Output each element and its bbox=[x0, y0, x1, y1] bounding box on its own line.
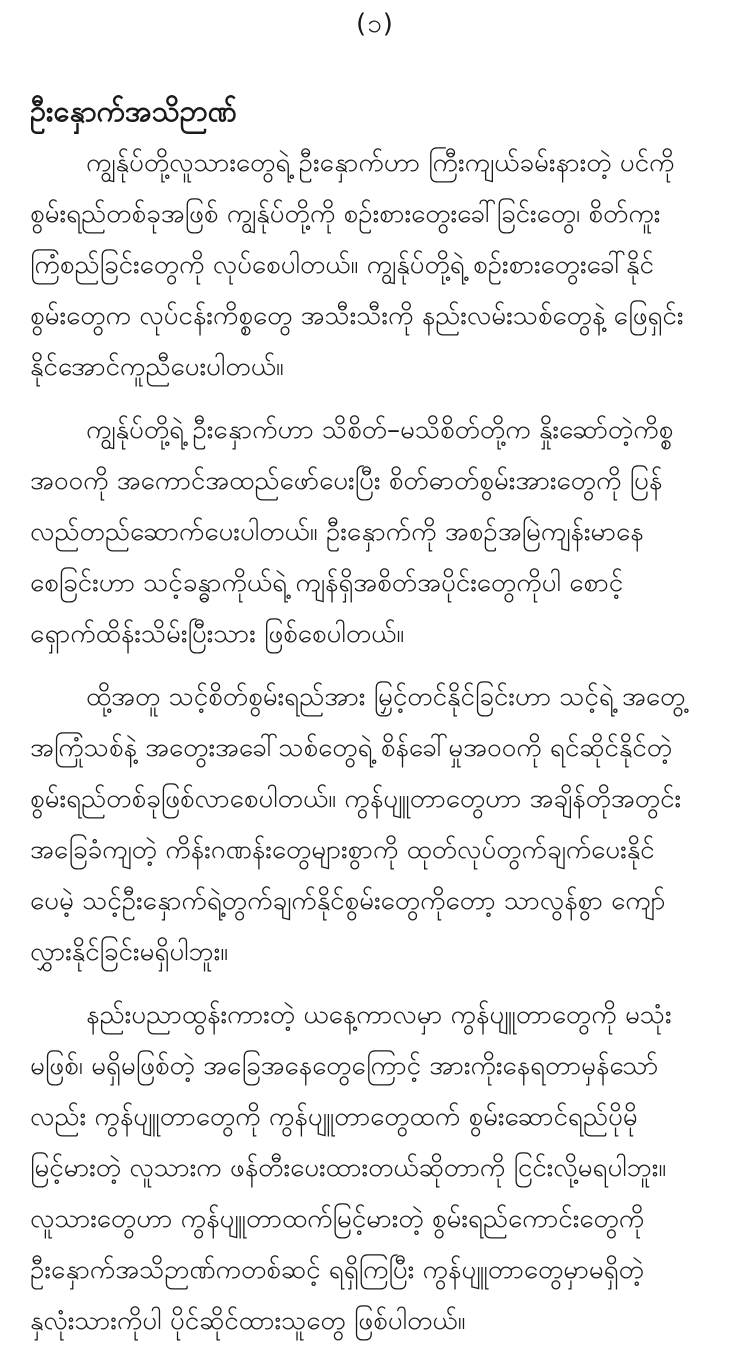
paragraph-line: လည်တည်ဆောက်ပေးပါတယ်။ ဦးနှောက်ကို အစဉ်အမြဲကျန်းမာနေ bbox=[30, 517, 644, 547]
paragraph-line: ရှောက်ထိန်းသိမ်းပြီးသား ဖြစ်စေပါတယ်။ bbox=[30, 619, 405, 649]
paragraph-line: လွှားနိုင်ခြင်းမရှိပါဘူး။ bbox=[30, 937, 229, 967]
paragraph-line: နည်းပညာထွန်းကားတဲ့ ယနေ့ကာလမှာ ကွန်ပျူတာတွေကို မသုံး bbox=[86, 1000, 672, 1030]
paragraph-line: ထို့အတူ သင့်စိတ်စွမ်းရည်အား မြှင့်တင်နိုင်ခြင်းဟာ သင့်ရဲ့ အတွေ့ bbox=[86, 682, 686, 712]
paragraph-line: စွမ်းတွေက လုပ်ငန်းကိစ္စတွေ အသီးသီးကို နည်းလမ်းသစ်တွေနဲ့ ဖြေရှင်း bbox=[30, 301, 684, 331]
paragraph-line: လူသားတွေဟာ ကွန်ပျူတာထက်မြင့်မားတဲ့ စွမ်းရည်ကောင်းတွေကို bbox=[30, 1204, 645, 1234]
paragraph-line: ဦးနှောက်အသိဉာဏ်ကတစ်ဆင့် ရရှိကြပြီး ကွန်ပျူတာတွေမှာမရှိတဲ့ bbox=[30, 1255, 644, 1285]
paragraph-line: မဖြစ်၊ မရှိမဖြစ်တဲ့ အခြေအနေတွေကြောင့် အားကိုးနေရတာမှန်သော် bbox=[30, 1051, 659, 1081]
paragraph-line: စေခြင်းဟာ သင့်ခန္ဓာကိုယ်ရဲ့ ကျန်ရှိအစိတ်အပိုင်းတွေကိုပါ စောင့် bbox=[30, 568, 624, 598]
paragraph-line: အခြေခံကျတဲ့ ကိန်းဂဏန်းတွေများစွာကို ထုတ်လုပ်တွက်ချက်ပေးနိုင် bbox=[30, 835, 655, 865]
paragraph-2 bbox=[30, 405, 720, 660]
chapter-heading: ဦးနှောက်အသိဉာဏ် bbox=[30, 94, 237, 128]
paragraph-line: စွမ်းရည်တစ်ခုဖြစ်လာစေပါတယ်။ ကွန်ပျူတာတွေဟာ အချိန်တိုအတွင်း bbox=[30, 784, 682, 814]
paragraph-line: ကြံစည်ခြင်းတွေကို လုပ်စေပါတယ်။ ကျွန်ုပ်တို့ရဲ့ စဉ်းစားတွေးခေါ်နိုင် bbox=[30, 250, 654, 280]
paragraph-line: လည်း ကွန်ပျူတာတွေကို ကွန်ပျူတာတွေထက် စွမ်းဆောင်ရည်ပိုမို bbox=[30, 1102, 638, 1132]
paragraph-line: ကျွန်ုပ်တို့လူသားတွေရဲ့ ဦးနှောက်ဟာ ကြီးကျယ်ခမ်းနားတဲ့ ပင်ကို bbox=[86, 148, 675, 178]
paragraph-line: ကျွန်ုပ်တို့ရဲ့ ဦးနှောက်ဟာ သိစိတ်–မသိစိတ်တို့က နှိုးဆော်တဲ့ကိစ္စ bbox=[86, 415, 674, 445]
paragraph-line: အကြုံသစ်နဲ့ အတွေးအခေါ်သစ်တွေရဲ့ စိန်ခေါ်မှုအဝဝကို ရင်ဆိုင်နိုင်တဲ့ bbox=[30, 733, 673, 763]
page-number: (၁) bbox=[356, 9, 394, 39]
paragraph-4 bbox=[30, 990, 720, 1347]
paragraph-line: နှလုံးသားကိုပါ ပိုင်ဆိုင်ထားသူတွေ ဖြစ်ပါတယ်။ bbox=[30, 1306, 466, 1336]
paragraph-line: နိုင်အောင်ကူညီပေးပါတယ်။ bbox=[30, 352, 284, 382]
paragraph-line: စွမ်းရည်တစ်ခုအဖြစ် ကျွန်ုပ်တို့ကို စဉ်းစားတွေးခေါ်ခြင်းတွေ၊ စိတ်ကူး bbox=[30, 199, 661, 229]
paragraph-line: မြင့်မားတဲ့ လူသားက ဖန်တီးပေးထားတယ်ဆိုတာကို ငြင်းလို့မရပါဘူး။ bbox=[30, 1153, 667, 1183]
paragraph-line: ပေမဲ့ သင့်ဦးနှောက်ရဲ့တွက်ချက်နိုင်စွမ်းတွေကိုတော့ သာလွန်စွာ ကျော် bbox=[30, 886, 666, 916]
paragraph-line: အဝဝကို အကောင်အထည်ဖော်ပေးပြီး စိတ်ဓာတ်စွမ်းအားတွေကို ပြန် bbox=[30, 466, 663, 496]
paragraph-1 bbox=[30, 138, 720, 393]
paragraph-3 bbox=[30, 672, 720, 978]
